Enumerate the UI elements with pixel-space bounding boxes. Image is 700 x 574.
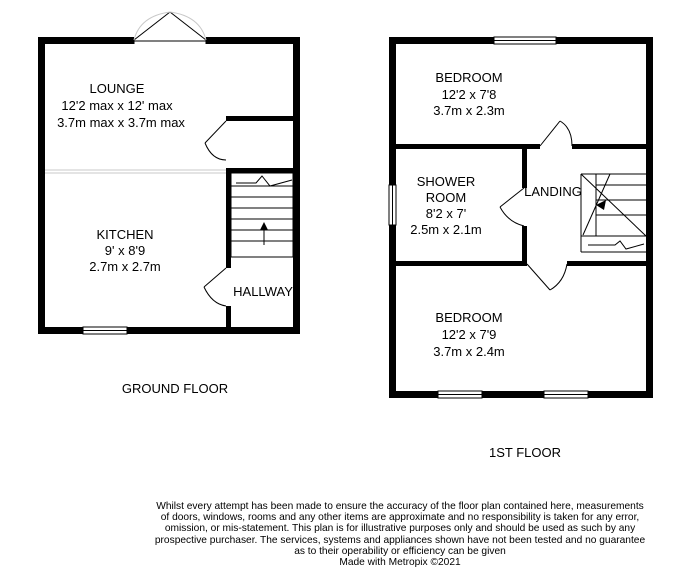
disclaimer-line-1: Whilst every attempt has been made to ensure the accuracy of the floor plan contained here, measurements	[156, 501, 644, 512]
room-dims-imperial-kitchen: 9' x 8'9	[104, 243, 146, 258]
wall-right	[293, 37, 300, 334]
shower-room-door	[500, 188, 524, 226]
room-dims-imperial-shower: 8'2 x 7'	[425, 206, 467, 221]
room-label-kitchen: KITCHEN	[96, 227, 154, 242]
hallway-door	[204, 268, 226, 306]
disclaimer-credit: Made with Metropix ©2021	[339, 557, 461, 569]
bedroom2-door	[527, 264, 567, 290]
floor-title-ground: GROUND FLOOR	[121, 381, 229, 396]
wall-bottom	[38, 327, 300, 334]
wall-bottom	[389, 391, 653, 398]
wall-lounge-cupboard	[226, 116, 296, 121]
first-floor-stairs	[581, 174, 646, 252]
bedroom1-door	[540, 121, 572, 146]
ground-floor-plan	[38, 12, 300, 396]
room-dims-metric-lounge: 3.7m max x 3.7m max	[57, 115, 185, 130]
wall-bedroom2-top-right	[567, 261, 648, 266]
room-dims-metric-bedroom-1: 3.7m x 2.3m	[433, 103, 505, 118]
room-label-shower-line2: ROOM	[425, 190, 467, 205]
room-dims-metric-kitchen: 2.7m x 2.7m	[89, 259, 161, 274]
wall-hall-partition-lower	[226, 306, 231, 330]
room-label-bedroom-1: BEDROOM	[435, 70, 503, 85]
disclaimer	[150, 501, 650, 568]
wall-top-right	[206, 37, 300, 44]
wall-bedroom1-bottom-left	[396, 144, 540, 149]
room-dims-imperial-lounge: 12'2 max x 12' max	[61, 98, 173, 113]
wall-hall-stairs-top	[226, 168, 296, 173]
disclaimer-line-4: prospective purchaser. The services, systems and appliances shown have not been tested and no guarantee	[154, 534, 646, 546]
first-floor-plan	[389, 37, 653, 460]
cupboard-door	[205, 121, 226, 160]
wall-shower-bottom	[396, 261, 527, 266]
room-dims-metric-shower: 2.5m x 2.1m	[410, 222, 482, 237]
wall-shower-right-lower	[522, 226, 527, 266]
room-dims-imperial-bedroom-2: 12'2 x 7'9	[441, 327, 497, 342]
wall-hall-partition	[226, 168, 231, 268]
wall-top-left	[38, 37, 134, 44]
disclaimer-line-3: omission, or mis-statement. This plan is for illustrative purposes only and should be used as such by any	[164, 523, 636, 535]
room-label-bedroom-2: BEDROOM	[435, 310, 503, 325]
disclaimer-line-2: of doors, windows, rooms and any other items are approximate and no responsibility is taken for any error,	[160, 512, 640, 524]
french-doors	[134, 12, 206, 44]
wall-shower-right-upper	[522, 149, 527, 188]
room-label-hallway: HALLWAY	[233, 284, 293, 299]
wall-right	[646, 37, 653, 398]
room-label-shower-line1: SHOWER	[416, 174, 476, 189]
wall-left	[38, 37, 45, 334]
disclaimer-line-5: as to their operability or efficiency can be given	[294, 545, 506, 557]
room-label-lounge: LOUNGE	[89, 81, 145, 96]
floor-title-first: 1ST FLOOR	[488, 445, 562, 460]
room-dims-metric-bedroom-2: 3.7m x 2.4m	[433, 344, 505, 359]
room-dims-imperial-bedroom-1: 12'2 x 7'8	[441, 87, 497, 102]
wall-bedroom1-bottom-right	[572, 144, 648, 149]
room-label-landing: LANDING	[524, 184, 582, 199]
ground-floor-stairs	[231, 173, 293, 257]
